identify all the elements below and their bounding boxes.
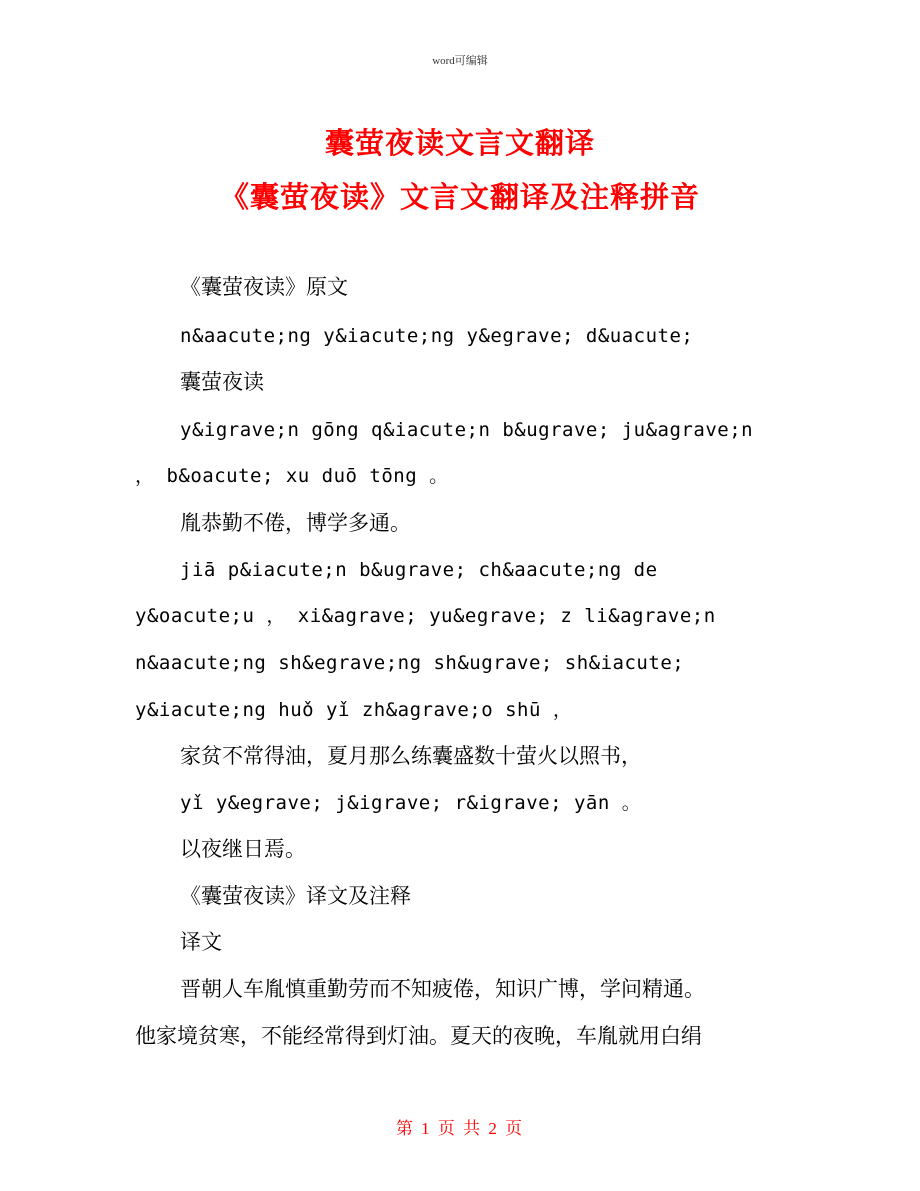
text-line: 囊萤夜读 (180, 370, 264, 394)
pinyin-line: ， b&oacute; xu duō tōng 。 (135, 465, 449, 487)
text-line: 家贫不常得油，夏月那么练囊盛数十萤火以照书， (180, 744, 642, 768)
pinyin-line: yǐ y&egrave; j&igrave; r&igrave; yān 。 (180, 792, 642, 814)
section-heading-translation: 《囊萤夜读》译文及注释 (180, 884, 411, 908)
document-subtitle: 《囊萤夜读》文言文翻译及注释拼音 (219, 180, 700, 214)
pinyin-line: y&iacute;ng huǒ yǐ zh&agrave;o shū ， (135, 699, 573, 721)
pinyin-line: n&aacute;ng y&iacute;ng y&egrave; d&uacute; (180, 325, 694, 347)
document-title: 囊萤夜读文言文翻译 (324, 126, 595, 160)
pinyin-line: jiā p&iacute;n b&ugrave; ch&aacute;ng de (180, 559, 658, 581)
section-heading-yiwen: 译文 (180, 930, 222, 954)
text-line: 以夜继日焉。 (180, 837, 306, 861)
page-header: word可编辑 (432, 55, 488, 67)
pinyin-line: y&oacute;u ， xi&agrave; yu&egrave; z li&agrave;n (135, 605, 716, 627)
section-heading-original: 《囊萤夜读》原文 (180, 275, 348, 299)
page-footer: 第 1 页 共 2 页 (395, 1119, 525, 1138)
text-line: 晋朝人车胤慎重勤劳而不知疲倦，知识广博，学问精通。 (180, 977, 705, 1001)
pinyin-line: n&aacute;ng sh&egrave;ng sh&ugrave; sh&iacute; (135, 652, 685, 674)
text-line: 胤恭勤不倦，博学多通。 (180, 511, 411, 535)
text-line: 他家境贫寒，不能经常得到灯油。夏天的夜晚，车胤就用白绢 (135, 1024, 702, 1048)
pinyin-line: y&igrave;n gōng q&iacute;n b&ugrave; ju&agrave;n (180, 419, 754, 441)
